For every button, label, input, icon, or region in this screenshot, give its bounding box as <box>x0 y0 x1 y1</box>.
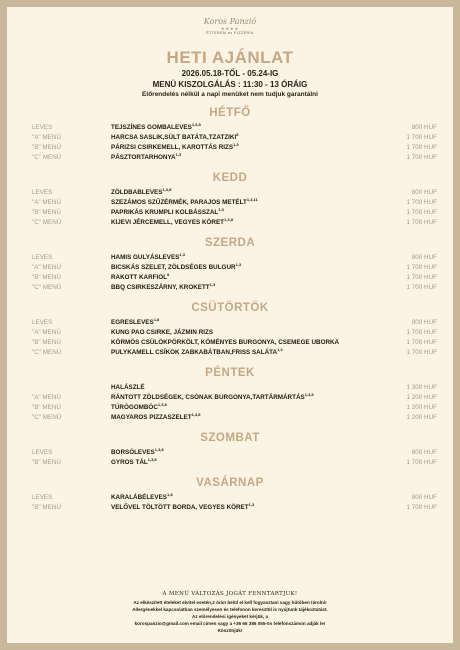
allergen-codes: 1,3,8 <box>154 447 164 452</box>
footer-line: Az elkészített ételeket elvitel esetén,2 órán belül el kell fogyasztani vagy hűtőben tárolni! <box>133 600 327 605</box>
menu-item <box>7 493 453 503</box>
menu-price: 1 700 HUF <box>406 274 437 281</box>
dish-name: MAGYAROS PIZZASZELET <box>111 414 192 421</box>
menu-category: LEVES <box>32 449 53 456</box>
dish-name: RAKOTT KARFIOL <box>111 274 167 281</box>
menu-item <box>7 503 453 513</box>
dish-name: BORSÓLEVES <box>111 449 155 456</box>
dish-name-wrap <box>111 198 258 208</box>
menu-price: 800 HUF <box>411 124 437 131</box>
footer-rights: A MENÜ VÁLTOZÁS JOGÁT FENNTARTJUK! <box>162 591 298 597</box>
allergen-codes: 1,8 <box>166 492 173 497</box>
menu-category: "A" MENÜ <box>32 264 61 271</box>
menu-category: LEVES <box>32 319 53 326</box>
dish-name-wrap <box>111 253 185 263</box>
day-items <box>7 188 453 228</box>
menu-price: 1 200 HUF <box>406 404 437 411</box>
dish-name-wrap <box>111 403 167 413</box>
allergen-codes: 1,3,11 <box>246 197 258 202</box>
menu-item <box>7 123 453 133</box>
dish-name-wrap <box>111 383 145 393</box>
dish-name-wrap <box>111 338 339 348</box>
menu-category: "C" MENÜ <box>32 219 62 226</box>
menu-category: "B" MENÜ <box>32 274 61 281</box>
menu-category: "A" MENÜ <box>32 394 61 401</box>
dish-name: KÖRMÖS CSÜLÖKPÖRKÖLT, KÖMÉNYES BURGONYA, CSEMEGE UBORKA <box>111 339 340 346</box>
menu-item <box>7 153 453 163</box>
menu-price: 1 700 HUF <box>406 284 437 291</box>
allergen-codes: 1,3 <box>248 502 255 507</box>
menu-category: "B" MENÜ <box>32 404 61 411</box>
menu-category: "A" MENÜ <box>32 329 61 336</box>
dish-name: PULYKAMELL CSÍKOK ZABKABÁTBAN,FRISS SALÁTA <box>111 349 278 356</box>
menu-category: "C" MENÜ <box>32 284 62 291</box>
weekly-menu <box>7 106 453 513</box>
day-items <box>7 318 453 358</box>
dish-name: KUNG PAO CSIRKE, JÁZMIN RIZS <box>111 329 214 336</box>
allergen-codes: 1,3,8 <box>191 412 201 417</box>
menu-price: 1 700 HUF <box>406 329 437 336</box>
footer-line: Az előrendelési igényeket kérjük, a <box>191 614 269 619</box>
menu-item <box>7 458 453 468</box>
day-items <box>7 123 453 163</box>
menu-price: 1 700 HUF <box>406 349 437 356</box>
menu-item <box>7 318 453 328</box>
menu-category: "A" MENÜ <box>32 199 61 206</box>
menu-category: "A" MENÜ <box>32 134 61 141</box>
dish-name: BICSKÁS SZELET, ZÖLDSÉGES BULGUR <box>111 264 236 271</box>
menu-category: "B" MENÜ <box>32 144 61 151</box>
footer-line: Allergénekkel kapcsolatban személyesen és telefonon keresztül is nyújtunk tájékoztatást. <box>132 607 328 612</box>
day-heading: CSÜTÖRTÖK <box>191 302 269 314</box>
dish-name: PÁSZTORTARHONYA <box>111 154 176 161</box>
dish-name-wrap <box>111 348 283 358</box>
dish-name-wrap <box>111 188 171 198</box>
dish-name: KIJEVI JÉRCEMELL, VEGYES KÖRET <box>111 219 225 226</box>
allergen-codes: 1,3 <box>233 142 239 147</box>
dish-name-wrap <box>111 273 169 283</box>
menu-category: "B" MENÜ <box>32 504 61 511</box>
footer-line: korospanzio@gmail.com email címen vagy a +36 66 386 055-ös telefonszámon adják le! <box>134 621 326 626</box>
menu-price: 1 200 HUF <box>406 394 437 401</box>
allergen-codes: 8 <box>166 272 170 277</box>
menu-price: 1 700 HUF <box>406 134 437 141</box>
menu-item <box>7 328 453 338</box>
dish-name: HAMIS GULYÁSLEVES <box>111 254 180 261</box>
menu-price: 800 HUF <box>411 494 437 501</box>
date-range: 2026.05.18-TŐL - 05.24-IG <box>181 69 279 78</box>
day-items <box>7 253 453 293</box>
footer <box>7 590 453 634</box>
menu-item <box>7 383 453 393</box>
allergen-codes: 8 <box>236 132 239 137</box>
allergen-codes: 1,3 <box>218 207 224 212</box>
menu-category: "B" MENÜ <box>32 339 61 346</box>
dish-name-wrap <box>111 493 173 503</box>
logo <box>7 17 453 35</box>
menu-category: LEVES <box>32 189 53 196</box>
menu-price: 1 700 HUF <box>406 154 437 161</box>
allergen-codes: 1,3,8 <box>191 122 201 127</box>
logo-script: Koros Panzió <box>203 17 257 26</box>
menu-category: LEVES <box>32 124 53 131</box>
allergen-codes: 1,3,8 <box>224 217 233 222</box>
menu-item <box>7 198 453 208</box>
dish-name: ZÖLDBABLEVES <box>111 189 163 196</box>
service-hours: MENÜ KISZOLGÁLÁS : 11:30 - 13 ÓRÁIG <box>152 80 308 89</box>
allergen-codes: 1,8 <box>153 317 160 322</box>
menu-price: 1 700 HUF <box>406 264 437 271</box>
preorder-note: Előrendelés nélkül a napi menüket nem tudjuk garantálni <box>142 91 318 98</box>
day-heading: KEDD <box>212 172 248 184</box>
day-heading: PÉNTEK <box>205 367 255 379</box>
menu-item <box>7 283 453 293</box>
dish-name: HALÁSZLÉ <box>111 384 145 391</box>
day-heading: VASÁRNAP <box>196 477 264 489</box>
dish-name-wrap <box>111 328 213 338</box>
page-title: HETI AJÁNLAT <box>166 48 294 67</box>
dish-name: EGRESLEVES <box>111 319 154 326</box>
menu-price: 800 HUF <box>411 319 437 326</box>
menu-category: "C" MENÜ <box>32 414 62 421</box>
day-heading: SZERDA <box>204 237 256 249</box>
dish-name: TÚRÓGOMBÓC <box>111 404 158 411</box>
menu-category: "B" MENÜ <box>32 459 61 466</box>
day-items <box>7 448 453 468</box>
menu-item <box>7 403 453 413</box>
menu-category: "C" MENÜ <box>32 349 62 356</box>
menu-category: "B" MENÜ <box>32 209 61 216</box>
menu-item <box>7 263 453 273</box>
menu-item <box>7 338 453 348</box>
dish-name: RÁNTOTT ZÖLDSÉGEK, CSÓNAK BURGONYA,TARTÁRMÁRTÁS <box>111 394 305 401</box>
menu-price: 1 700 HUF <box>406 504 437 511</box>
allergen-codes: 1,3,8 <box>304 392 314 397</box>
dish-name: GYROS TÁL <box>111 459 148 466</box>
dish-name-wrap <box>111 263 241 273</box>
menu-price: 800 HUF <box>411 449 437 456</box>
menu-item <box>7 393 453 403</box>
menu-category: "C" MENÜ <box>32 154 62 161</box>
allergen-codes: 1,3 <box>179 252 185 257</box>
dish-name-wrap <box>111 218 233 228</box>
menu-price: 1 300 HUF <box>406 384 437 391</box>
allergen-codes: 1,3 <box>175 152 182 157</box>
dish-name: HARCSA SASLIK,SÜLT BATÁTA,TZATZIKI <box>111 134 237 141</box>
dish-name-wrap <box>111 413 201 423</box>
menu-item <box>7 218 453 228</box>
dish-name-wrap <box>111 208 224 218</box>
dish-name-wrap <box>111 283 215 293</box>
menu-price: 800 HUF <box>411 189 437 196</box>
dish-name: TEJSZÍNES GOMBALEVES <box>111 124 192 131</box>
dish-name-wrap <box>111 458 157 468</box>
logo-subtitle: ÉTTEREM és PIZZÉRIA <box>206 31 254 35</box>
day-heading: HÉTFŐ <box>209 107 251 119</box>
footer-line: Köszönjük! <box>217 628 243 633</box>
menu-item <box>7 133 453 143</box>
menu-price: 1 200 HUF <box>406 414 437 421</box>
dish-name: PÁRIZSI CSIRKEMELL, KAROTTÁS RIZS <box>111 144 234 151</box>
menu-price: 1 700 HUF <box>406 459 437 466</box>
allergen-codes: 1,3 <box>209 282 216 287</box>
menu-item <box>7 448 453 458</box>
menu-item <box>7 273 453 283</box>
menu-price: 1 700 HUF <box>406 339 437 346</box>
menu-category: LEVES <box>32 494 53 501</box>
menu-item <box>7 253 453 263</box>
allergen-codes: 1,3,8 <box>162 187 172 192</box>
menu-item <box>7 348 453 358</box>
dish-name-wrap <box>111 133 238 143</box>
allergen-codes: 1,3,8 <box>147 457 157 462</box>
dish-name: PAPRIKÁS KRUMPLI KOLBÁSSZAL <box>111 209 219 216</box>
day-items <box>7 383 453 423</box>
dish-name-wrap <box>111 123 201 133</box>
menu-price: 1 700 HUF <box>406 219 437 226</box>
day-heading: SZOMBAT <box>200 432 260 444</box>
menu-price: 1 700 HUF <box>406 144 437 151</box>
menu-item <box>7 413 453 423</box>
day-items <box>7 493 453 513</box>
menu-price: 1 700 HUF <box>406 199 437 206</box>
allergen-codes: 1,3 <box>277 347 283 352</box>
dish-name-wrap <box>111 393 314 403</box>
menu-price: 800 HUF <box>411 254 437 261</box>
menu-category: LEVES <box>32 254 53 261</box>
dish-name: KARALÁBÉLEVES <box>111 494 167 501</box>
menu-price: 1 700 HUF <box>406 209 437 216</box>
allergen-codes: 1,3,8 <box>157 402 167 407</box>
dish-name: VELŐVEL TÖLTÖTT BORDA, VEGYES KÖRET <box>111 504 249 511</box>
dish-name: BBQ CSIRKESZÁRNY, KROKETT <box>111 284 210 291</box>
dish-name-wrap <box>111 503 254 513</box>
menu-sheet <box>7 7 453 643</box>
dish-name-wrap <box>111 318 159 328</box>
logo-stars: ★★★★ <box>220 26 240 31</box>
menu-item <box>7 188 453 198</box>
dish-name: SZEZÁMOS SZŰZÉRMÉK, PARAJOS METÉLT <box>111 199 247 206</box>
dish-name-wrap <box>111 153 181 163</box>
menu-item <box>7 143 453 153</box>
allergen-codes: 1,3 <box>235 262 242 267</box>
